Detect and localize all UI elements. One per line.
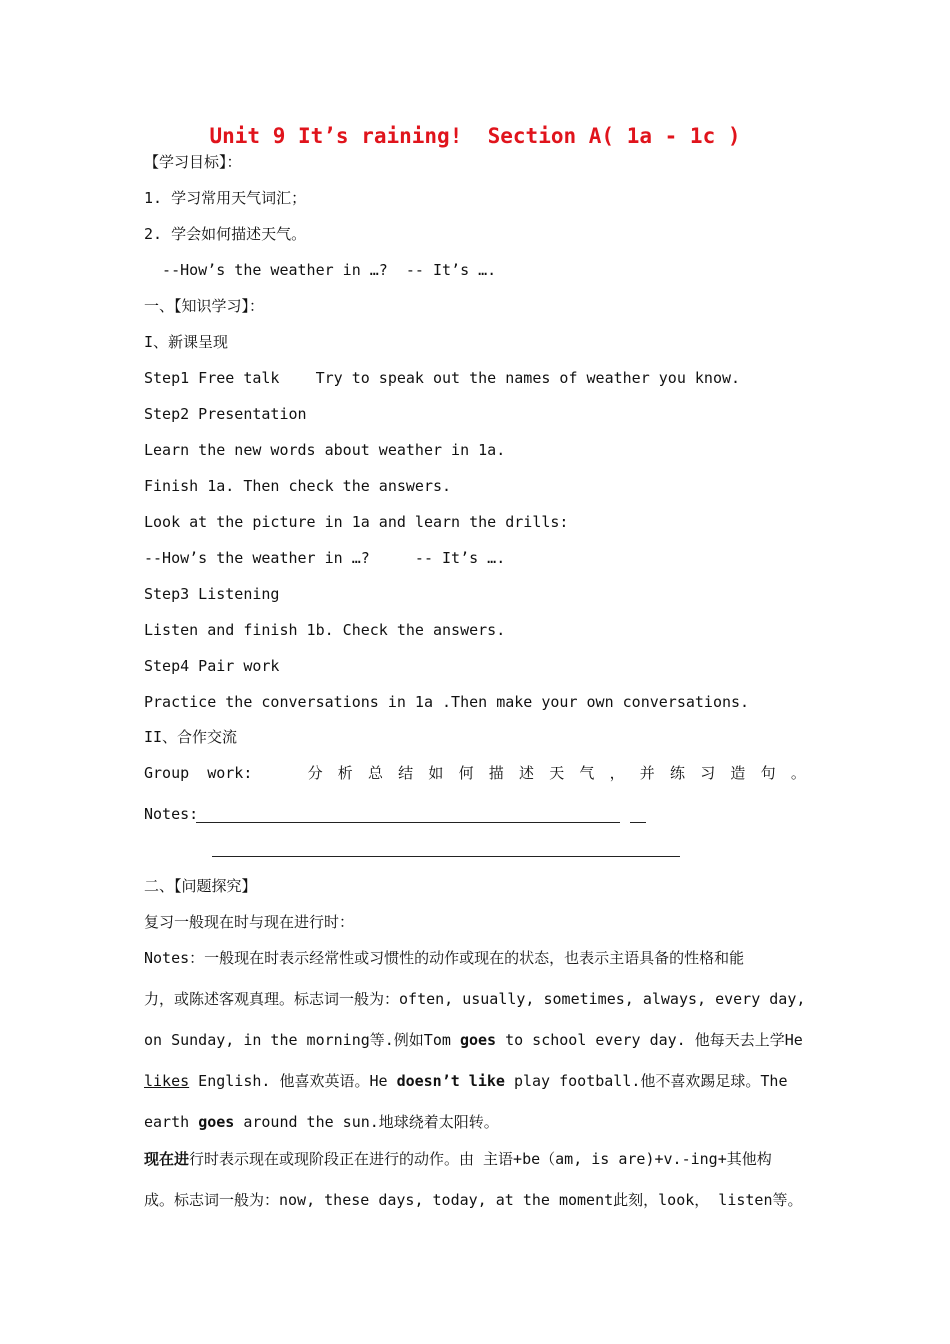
group-work-char: 句: [760, 764, 776, 782]
group-work-char: 习: [700, 764, 716, 782]
present-simple-line-1: Notes：一般现在时表示经常性或习惯性的动作或现在的状态，也表示主语具备的性格和能: [144, 949, 745, 967]
text-run: play football.他不喜欢踢足球。The: [504, 1072, 788, 1090]
step3-heading: Step3 Listening: [144, 585, 280, 603]
step2-line-4: --How’s the weather in …? -- It’s ….: [144, 549, 506, 567]
group-work-char: 述: [518, 764, 534, 782]
example-verb: goes: [198, 1113, 235, 1131]
text-run: around the sun.地球绕着太阳转。: [234, 1113, 499, 1131]
text-run: 行时表示现在或现阶段正在进行的动作。由 主语+be（am, is are)+v.-ing+其他构: [189, 1150, 772, 1168]
group-work-char: 。: [790, 764, 806, 782]
example-verb: doesn’t like: [396, 1072, 505, 1090]
review-heading: 复习一般现在时与现在进行时：: [144, 913, 355, 931]
present-simple-line-5: [144, 1112, 499, 1132]
text-run: earth: [144, 1113, 199, 1131]
group-work-char: 何: [458, 764, 474, 782]
notes-blank-line-1b: [630, 822, 646, 823]
group-work-char: 总: [367, 764, 383, 782]
step2-heading: Step2 Presentation: [144, 405, 307, 423]
explore-heading: 二、【问题探究】: [144, 877, 257, 895]
objectives-heading: 【学习目标】：: [144, 153, 242, 171]
part2-heading: II、合作交流: [144, 728, 238, 746]
group-work-char: ，: [609, 764, 625, 782]
notes-blank-line-2: [212, 856, 680, 857]
page-title: Unit 9 It’s raining! Section A( 1a - 1c ): [209, 124, 741, 148]
present-simple-line-2: 力，或陈述客观真理。标志词一般为：often, usually, sometimes, always, every day,: [144, 990, 806, 1008]
objective-2: 2. 学会如何描述天气。: [144, 225, 307, 243]
group-work-char: 并: [639, 764, 655, 782]
step2-line-1: Learn the new words about weather in 1a.: [144, 441, 506, 459]
text-run: English. 他喜欢英语。He: [189, 1072, 397, 1090]
group-work-char: 结: [398, 764, 414, 782]
example-verb-underlined: likes: [144, 1072, 190, 1090]
present-simple-line-4: [144, 1071, 788, 1091]
group-work-label: Group work:: [144, 764, 253, 782]
example-verb: goes: [459, 1031, 497, 1049]
present-continuous-line-1: [144, 1149, 772, 1169]
notes-blank-line-1: [196, 822, 620, 823]
step4-line: Practice the conversations in 1a .Then make your own conversations.: [144, 693, 750, 711]
objective-1: 1. 学习常用天气词汇；: [144, 189, 307, 207]
present-simple-line-3: [144, 1030, 803, 1050]
group-work-char: 分: [307, 764, 323, 782]
group-work-char: 气: [579, 764, 595, 782]
step2-line-3: Look at the picture in 1a and learn the drills:: [144, 513, 569, 531]
step1-line: Step1 Free talk Try to speak out the names of weather you know.: [144, 369, 741, 387]
part1-heading: I、新课呈现: [144, 333, 229, 351]
knowledge-heading: 一、【知识学习】：: [144, 297, 265, 315]
notes-label: Notes:: [144, 805, 199, 823]
step4-heading: Step4 Pair work: [144, 657, 280, 675]
text-run: on Sunday, in the morning等.例如Tom: [144, 1031, 460, 1049]
group-work-char: 如: [428, 764, 444, 782]
group-work-char: 天: [549, 764, 565, 782]
term-bold: 现在进: [144, 1150, 190, 1168]
group-work-char: 析: [337, 764, 353, 782]
group-work-char: 造: [730, 764, 746, 782]
present-continuous-line-2: 成。标志词一般为：now, these days, today, at the moment此刻，look， listen等。: [144, 1191, 803, 1209]
step3-line: Listen and finish 1b. Check the answers.: [144, 621, 506, 639]
group-work-line: [144, 763, 806, 783]
step2-line-2: Finish 1a. Then check the answers.: [144, 477, 452, 495]
group-work-char: 练: [670, 764, 686, 782]
group-work-char: 描: [488, 764, 504, 782]
text-run: to school every day. 他每天去上学He: [496, 1031, 803, 1049]
drill-line-1: --How’s the weather in …? -- It’s ….: [144, 261, 497, 279]
